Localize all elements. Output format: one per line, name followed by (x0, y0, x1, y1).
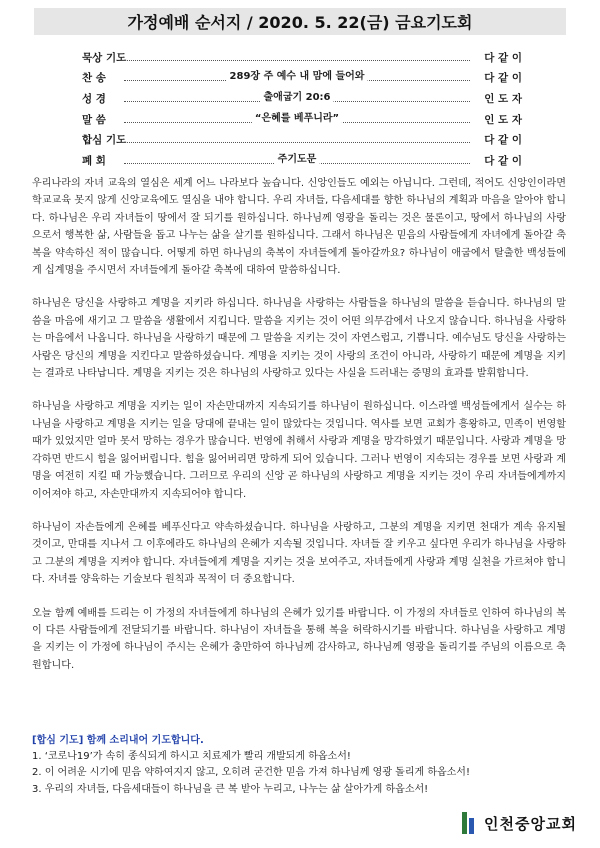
order-content: 출애굽기 20:6 (261, 88, 334, 103)
prayer-item: 1. ‘코로나19’가 속히 종식되게 하시고 치료제가 빨리 개발되게 하옵소서! (32, 751, 351, 763)
sermon-paragraph: 하나님은 당신을 사랑하고 계명을 지키라 하십니다. 하나님을 사랑하는 사람들을 하나님의 말씀을 듣습니다. 하나님의 말씀을 마음에 새기고 그 말씀을 생활에서 지킵니다. 말씀을 지키는 것이 어떤 의무감에서 나오지 않습니다. 하나님을 사랑하는 마음에서 나옵니다. 하나님을 사랑하기 때문에 그 말씀을 지키는 것이 자연스럽고, 기쁩니다. 예수님도 당신을 사랑하는 사람은 당신의 계명을 지킨다고 말씀하셨습니다. 계명을 지키는 것이 사랑의 조건이 아니라, 사랑하기 때문에 계명을 지키는 결과로 나타납니다. 계명을 지키는 것은 하나님의 사랑하고 있다는 사실을 드러내는 증명의 효과를 발휘합니다. (32, 298, 566, 380)
prayer-title: [합심 기도] 함께 소리내어 기도합니다. (32, 735, 204, 746)
order-part: 합심 기도 (82, 134, 127, 147)
order-content: 289장 주 예수 내 맘에 들어와 (227, 67, 368, 82)
order-leader: 다 같 이 (484, 72, 522, 85)
prayer-item: 3. 우리의 자녀들, 다음세대들이 하나님을 큰 복 받아 누리고, 나누는 삶 살아가게 하옵소서! (32, 783, 429, 795)
sermon-paragraph: 하나님을 사랑하고 계명을 지키는 일이 자손만대까지 지속되기를 하나님이 원하십니다. 이스라엘 백성들에게서 실수는 하나님을 사랑하고 계명을 지키는 일을 당대에 끝내는 일이 많았다는 것입니다. 역사를 보면 교회가 흥왕하고, 민족이 번영할 때가 있었지만 얼마 못서 망하는 경우가 많습니다. 번영에 취해서 사랑과 계명을 망각하였기 때문입니다. 사랑과 계명을 망각하면 반드시 힘을 잃어버립니다. 힘을 잃어버리면 망하게 되어 있습니다. 그러나 번영이 지속되는 경우를 보면 사랑과 계명을 여전히 지킬 때 가능했습니다. 그러므로 우리의 신앙 곧 하나님의 사랑하고 계명을 지키는 것이 우리 자녀들에게까지 이어져야 하고, 자손만대까지 지속되어야 합니다. (32, 401, 566, 500)
order-part: 묵상 기도 (82, 51, 127, 64)
order-row (82, 109, 522, 130)
order-row (82, 47, 522, 68)
order-row (82, 88, 522, 109)
worship-order (82, 47, 522, 171)
order-part: 찬 송 (82, 72, 106, 85)
order-part: 폐 회 (82, 154, 106, 167)
prayer-section (32, 733, 566, 798)
order-content: 주기도문 (275, 150, 320, 165)
church-name: 인천중앙교회 (484, 814, 577, 833)
order-content-leader-line (124, 153, 470, 164)
order-row (82, 129, 522, 150)
church-logo (462, 812, 577, 834)
order-content-leader-line (124, 70, 470, 81)
order-leader: 다 같 이 (484, 51, 522, 64)
order-content-leader-line (124, 50, 470, 61)
church-logo-icon (462, 812, 478, 834)
order-content-leader-line (124, 91, 470, 102)
order-row (82, 150, 522, 171)
prayer-item: 2. 이 어려운 시기에 믿음 약하여지지 않고, 오히려 굳건한 믿음 가져 하나님께 영광 돌리게 하옵소서! (32, 767, 470, 779)
sermon-body (32, 175, 566, 690)
order-leader: 다 같 이 (484, 134, 522, 147)
order-content-leader-line (124, 132, 470, 143)
order-part: 성 경 (82, 92, 106, 105)
order-leader: 인 도 자 (484, 92, 522, 105)
order-leader: 다 같 이 (484, 154, 522, 167)
prayer-list (32, 749, 566, 798)
order-content-leader-line (124, 112, 470, 123)
sermon-paragraph: 하나님이 자손들에게 은혜를 베푸신다고 약속하셨습니다. 하나님을 사랑하고, 그분의 계명을 지키면 천대가 계속 유지될 것이고, 만대를 지나서 그 이후에라도 하나님의 은혜가 지속될 것입니다. 자녀들 잘 키우고 싶다면 우리가 하나님을 사랑하고 그분의 계명을 지켜야 합니다. 자녀들에게 계명을 지키는 것을 보여주고, 자녀들에게 사랑과 계명 실천을 가르쳐야 합니다. 자녀를 양육하는 기술보다 원칙과 목적이 더 중요합니다. (32, 521, 566, 586)
order-leader: 인 도 자 (484, 113, 522, 126)
sermon-paragraph: 오늘 함께 예배를 드리는 이 가정의 자녀들에게 하나님의 은혜가 있기를 바랍니다. 이 가정의 자녀들로 인하여 하나님의 복이 다른 사람들에게 전달되기를 바랍니다. 하나님이 자녀들을 통해 복을 허락하시기를 바랍니다. 하나님을 사랑하고 계명을 지키는 이 가정에 하나님이 주시는 은혜가 충만하여 하나님께 감사하고, 하나님께 영광을 돌리기를 주님의 이름으로 축원합니다. (32, 607, 566, 671)
order-part: 말 씀 (82, 113, 106, 126)
sermon-paragraph: 우리나라의 자녀 교육의 열심은 세계 어느 나라보다 높습니다. 신앙인들도 예외는 아닙니다. 그런데, 적어도 신앙인이라면 학교교육 못지 않게 신앙교육에도 열심을 내야 합니다. 우리 자녀들, 다음세대를 향한 하나님의 계획과 마음을 알아야 합니다. 하나님은 우리 자녀들이 땅에서 잘 되기를 원하십니다. 하나님께 영광을 돌리는 것은 물론이고, 땅에서 하나님의 사랑으로서 행복한 삶, 사람들을 돕고 나누는 삶을 살기를 원하십니다. 그래서 하나님은 믿음의 사람들에게 자녀에게 돌아갈 축복을 약속하신 적이 많습니다. 어떻게 하면 하나님의 축복이 자녀들에게 돌아갈까요? 하나님이 애굽에서 탈출한 백성들에게 십계명을 주시면서 자녀들에게 돌아갈 축복에 대하여 말씀하십니다. (32, 178, 566, 277)
order-row (82, 68, 522, 89)
order-content: “은혜를 베푸니라” (252, 109, 342, 124)
page-title: 가정예배 순서지 / 2020. 5. 22(금) 금요기도회 (34, 8, 566, 35)
